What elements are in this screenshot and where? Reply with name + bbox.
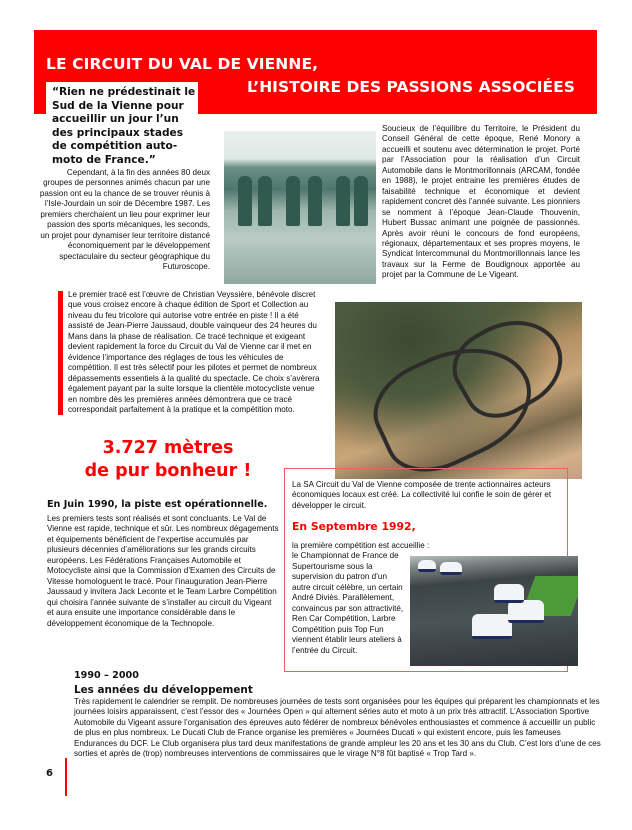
accent-bar — [58, 291, 63, 415]
highlight-line2: de pur bonheur ! — [84, 461, 252, 481]
person-figure — [286, 176, 300, 226]
pull-quote-text: “Rien ne prédestinait le Sud de la Vienne pour accueillir un jour l’un des principaux stades de compétition auto-moto de France.” — [52, 86, 196, 166]
pull-quote — [46, 82, 198, 168]
page-number-rule — [65, 758, 67, 796]
right-column-paragraph: Soucieux de l’équilibre du Territoire, le Président du Conseil Général de cette époque, René Monory a accueilli et soutenu avec détermination le projet. Porté par l’Association pour la réalisation d’un Circuit Automobile dans le Montmorillonnais (ARCAM, fondée en 1988), le projet entraine les premières études de faisabilité technique et économique et devient rapidement concret dès l’année suivante. Les pionniers se nomment à l’époque Jean-Claude Thouvenin, Hubert Bussac animant une poignée de passionnés. Après avoir réuni le concours de fond européens, régionaux, départementaux et ses propres moyens, le Syndicat Intercommunal du Montmorillonnais lance les travaux sur la Ferme de Boudignoux apportée au projet par la Commune de Le Vigeant. — [382, 124, 580, 280]
person-figure — [238, 176, 252, 226]
aerial-circuit-photo — [335, 302, 582, 479]
race-car — [508, 600, 544, 623]
race-car — [418, 560, 436, 572]
person-figure — [336, 176, 350, 226]
intro-paragraph: Cependant, à la fin des années 80 deux groupes de personnes animés chacun par une passion ont eu la chance de se trouver réunis à l’Isle-Jourdain un soir de Décembre 1987. Les premiers cherchaient un lieu pour exprimer leur passion des sports mécaniques, les seconds, un projet pour dynamiser leur territoire distancé économiquement par le développement spectaculaire du secteur géographique du Futuroscope. — [39, 168, 210, 272]
trace-paragraph: Le premier tracé est l’œuvre de Christian Veyssière, bénévole discret que vous croisez encore à chaque édition de Sport et Collection au niveau du feu tricolore qui autorise votre entrée en piste ! Il a été assisté de Jean-Pierre Jaussaud, double vainqueur des 24 heures du Mans dans la phase de réalisation. Ce tracé technique et exigeant devient rapidement la force du Circuit du Val de Vienne car il met en évidence l’importance des réglages de tous les véhicules de compétition. Il est très sélectif pour les pilotes et permet de nombreux dépassements essentiels à la qualité du spectacle. Ce choix s’avèrera également payant par la suite lorsque la clientèle motocycliste venue en nombre dès les premières années démontrera que ce tracé correspondait parfaitement à la pratique et la compétition moto. — [68, 290, 320, 414]
race-car — [494, 584, 524, 603]
sept-1992-intro: la première compétition est accueillie : — [292, 541, 430, 550]
page-title-line2: L’HISTOIRE DES PASSIONS ASSOCIÉES — [247, 78, 575, 96]
decade-heading: 1990 – 2000 — [74, 670, 139, 681]
photo-founders — [224, 131, 376, 284]
decade-paragraph: Très rapidement le calendrier se remplit. De nombreuses journées de tests sont organisées pour les équipes qui préparent les championnats et les journées loisirs apparaissent, c’est l’essor des « Journées Open » qui alternent séries auto et moto à un prix très attractif. L’Association Sportive Automobile du Vigeant assure l’organisation des épreuves auto fédérer de nombreux bénévoles enthousiastes et commence à accueillir un public de plus en plus nombreux. Le Ducati Club de France organise les premières « Journées Ducati » qui existent encore, puis les fameuses Endurances du DCF. Le Club organisera plus tard deux manifestations de grande ampleur les 20 ans et les 30 ans du Club. C’est lors d’une de ces sorties et après de (trop) nombreuses interventions de commissaires que le virage N°8 fût baptisé « Trop Tard ». — [74, 697, 601, 759]
highlight-line1: 3.727 mètres — [102, 438, 234, 458]
page-number: 6 — [46, 768, 53, 779]
section-heading-juin-1990: En Juin 1990, la piste est opérationnelle. — [47, 499, 268, 510]
section-heading-sept-1992: En Septembre 1992, — [292, 520, 416, 533]
race-cars-photo — [410, 556, 578, 666]
race-car — [472, 614, 512, 639]
sept-1992-text: le Championnat de France de Supertourisme sous la supervision du patron d’un autre circuit célèbre, un certain André Diviès. Parallèlement, convaincus par son attractivité, Ren Car Compétition, Larbre Compétition puis Top Fun viennent établir leurs ateliers à l’entrée du Circuit. — [292, 551, 404, 655]
race-car — [440, 562, 462, 575]
juin-1990-paragraph: Les premiers tests sont réalisés et sont concluants. Le Val de Vienne est rapide, technique et sûr. Les nombreux dégagements et équipements bénéficient de l’expertise accumulés par plusieurs décennies d’améliorations sur les grands circuits européens. Les Fédérations Françaises Automobile et Motocycliste ainsi que la Commission d’Examen des Circuits de Vitesse homologuent le tracé. Pour l’inauguration Jean-Pierre Jaussaud y invitera Jack Leconte et le Team Larbre Compétition qui choisira l’année suivante de s’installer au circuit du Vigeant et aura ensuite une importance considérable dans le développement économique de la Technopole. — [47, 514, 279, 628]
sa-circuit-paragraph: La SA Circuit du Val de Vienne composée de trente actionnaires acteurs économiques locaux est créé. La collectivité lui confie le soin de gérer et développer le circuit. — [292, 480, 552, 510]
page-title-line1: LE CIRCUIT DU VAL DE VIENNE, — [46, 55, 319, 73]
person-figure — [308, 176, 322, 226]
person-figure — [258, 176, 272, 226]
decade-subheading: Les années du développement — [74, 684, 253, 696]
highlight-heading — [68, 437, 268, 483]
person-figure — [354, 176, 368, 226]
